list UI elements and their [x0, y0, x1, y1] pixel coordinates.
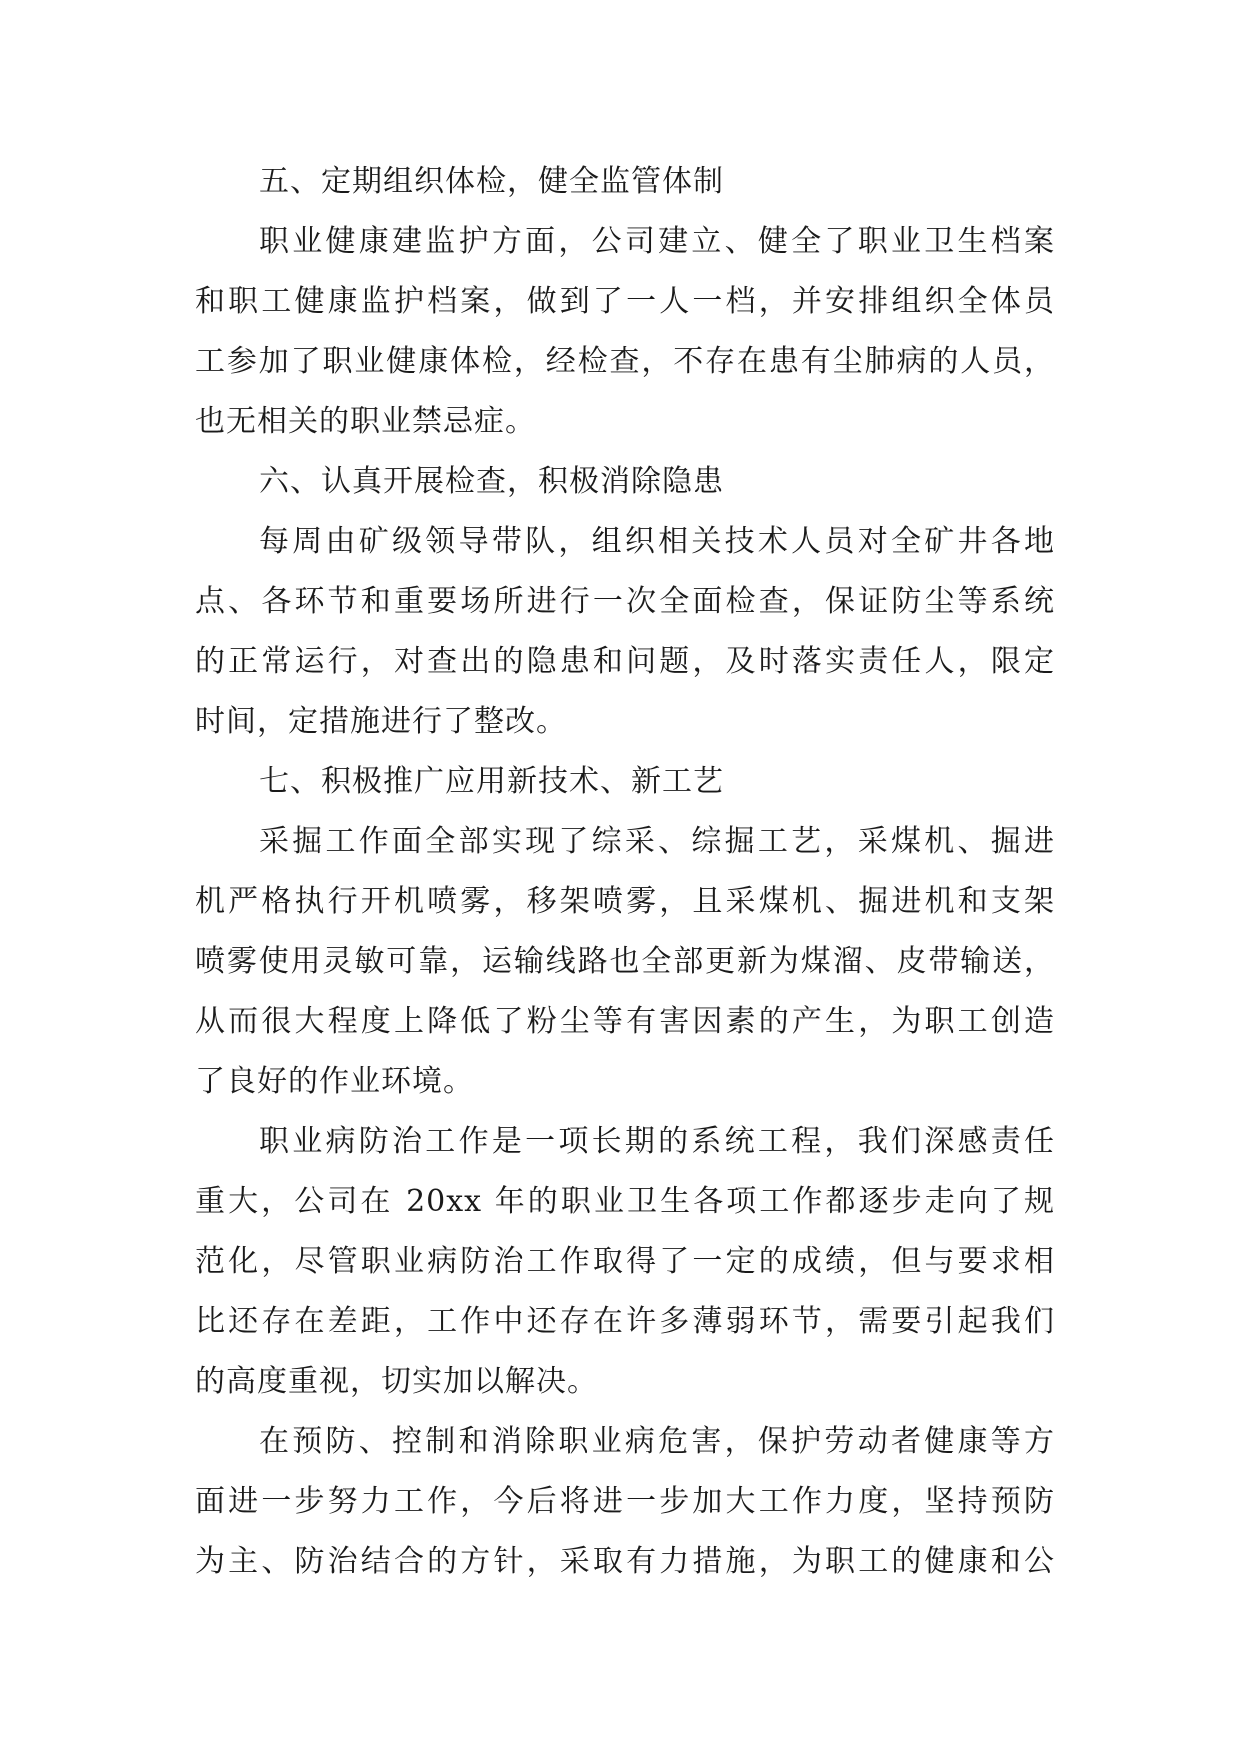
text-line: 机严格执行开机喷雾，移架喷雾，且采煤机、掘进机和支架: [195, 884, 1055, 919]
text-line: 也无相关的职业禁忌症。: [195, 404, 536, 439]
text-line: 比还存在差距，工作中还存在许多薄弱环节，需要引起我们: [195, 1304, 1055, 1339]
body-paragraph: [195, 512, 1055, 752]
section-heading: [195, 152, 1055, 212]
text-line: 的高度重视，切实加以解决。: [195, 1364, 598, 1399]
text-line: 点、各环节和重要场所进行一次全面检查，保证防尘等系统: [195, 584, 1055, 619]
text-line: 六、认真开展检查，积极消除隐患: [259, 464, 724, 499]
document-body: [195, 152, 1055, 1592]
text-line: 每周由矿级领导带队，组织相关技术人员对全矿井各地: [259, 524, 1055, 559]
text-line: 采掘工作面全部实现了综采、综掘工艺，采煤机、掘进: [259, 824, 1055, 859]
text-line: 为主、防治结合的方针，采取有力措施，为职工的健康和公: [195, 1544, 1055, 1579]
text-line: 和职工健康监护档案，做到了一人一档，并安排组织全体员: [195, 284, 1055, 319]
section-heading: [195, 452, 1055, 512]
text-line: 七、积极推广应用新技术、新工艺: [259, 764, 724, 799]
text-line: 的正常运行，对查出的隐患和问题，及时落实责任人，限定: [195, 644, 1055, 679]
text-line: 职业健康建监护方面，公司建立、健全了职业卫生档案: [259, 224, 1055, 259]
text-line: 了良好的作业环境。: [195, 1064, 474, 1099]
body-paragraph: [195, 812, 1055, 1112]
text-line: 面进一步努力工作，今后将进一步加大工作力度，坚持预防: [195, 1484, 1055, 1519]
text-line: 工参加了职业健康体检，经检查，不存在患有尘肺病的人员，: [195, 344, 1055, 379]
text-line: 喷雾使用灵敏可靠，运输线路也全部更新为煤溜、皮带输送，: [195, 944, 1055, 979]
body-paragraph: [195, 1112, 1055, 1412]
body-paragraph: [195, 212, 1055, 452]
text-line: 重大，公司在 20xx 年的职业卫生各项工作都逐步走向了规: [195, 1184, 1055, 1219]
body-paragraph: [195, 1412, 1055, 1592]
text-line: 时间，定措施进行了整改。: [195, 704, 567, 739]
text-line: 在预防、控制和消除职业病危害，保护劳动者健康等方: [259, 1424, 1055, 1459]
text-line: 范化，尽管职业病防治工作取得了一定的成绩，但与要求相: [195, 1244, 1055, 1279]
section-heading: [195, 752, 1055, 812]
text-line: 职业病防治工作是一项长期的系统工程，我们深感责任: [259, 1124, 1055, 1159]
text-line: 从而很大程度上降低了粉尘等有害因素的产生，为职工创造: [195, 1004, 1055, 1039]
text-line: 五、定期组织体检，健全监管体制: [259, 164, 724, 199]
